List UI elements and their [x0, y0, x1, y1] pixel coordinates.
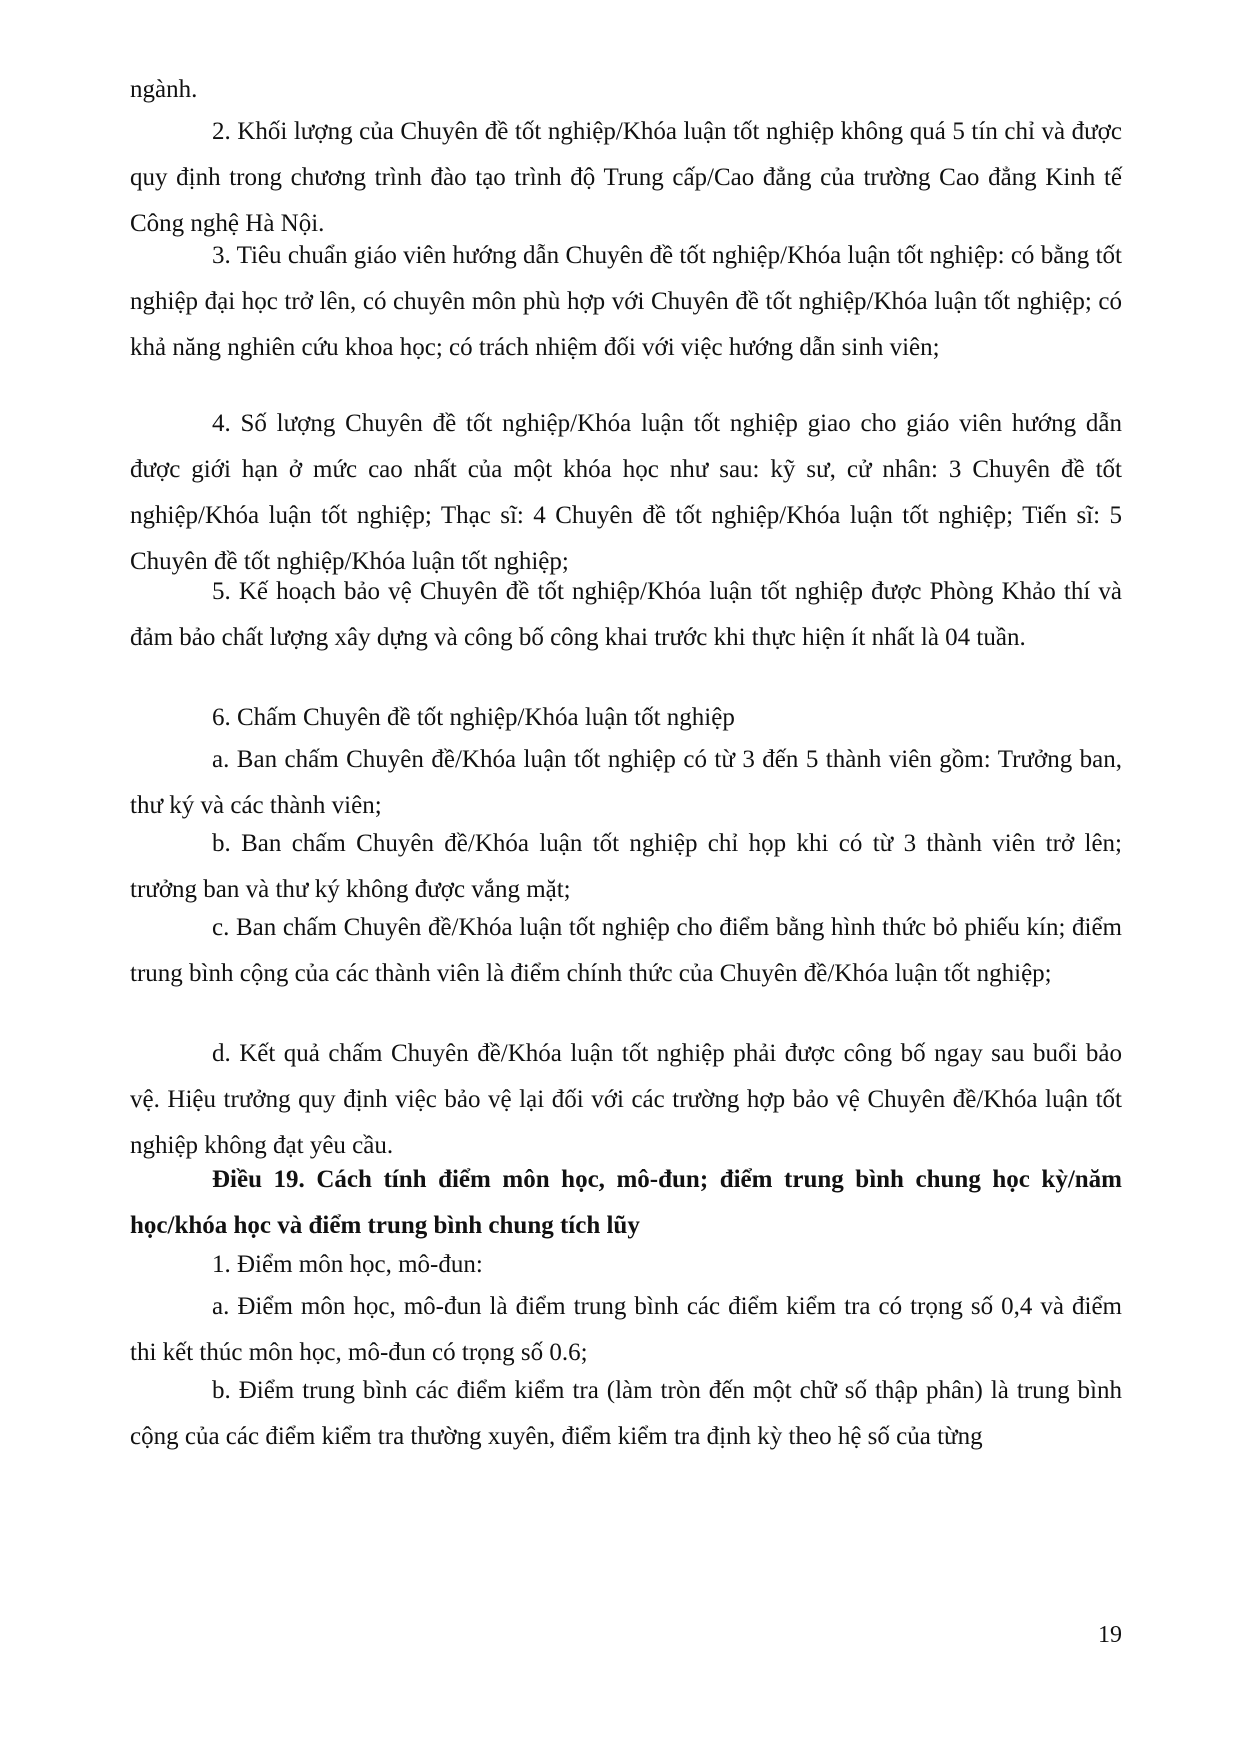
paragraph-item-4: 4. Số lượng Chuyên đề tốt nghiệp/Khóa luận tốt nghiệp giao cho giáo viên hướng dẫn được giới hạn ở mức cao nhất của một khóa học như sau: kỹ sư, cử nhân: 3 Chuyên đề tốt nghiệp/Khóa luận tốt nghiệp; Thạc sĩ: 4 Chuyên đề tốt nghiệp/Khóa luận tốt nghiệp; Tiến sĩ: 5 Chuyên đề tốt nghiệp/Khóa luận tốt nghiệp; — [130, 410, 1122, 575]
page-number: 19 — [1098, 1622, 1122, 1648]
paragraph-item-6d: d. Kết quả chấm Chuyên đề/Khóa luận tốt nghiệp phải được công bố ngay sau buổi bảo vệ. Hiệu trưởng quy định việc bảo vệ lại đối với các trường hợp bảo vệ Chuyên đề/Khóa luận tốt nghiệp không đạt yêu cầu. — [130, 1040, 1122, 1159]
paragraph-continuation: ngành. — [130, 76, 198, 103]
paragraph-item-3: 3. Tiêu chuẩn giáo viên hướng dẫn Chuyên đề tốt nghiệp/Khóa luận tốt nghiệp: có bằng tốt nghiệp đại học trở lên, có chuyên môn phù hợp với Chuyên đề tốt nghiệp/Khóa luận tốt nghiệp; có khả năng nghiên cứu khoa học; có trách nhiệm đối với việc hướng dẫn sinh viên; — [130, 242, 1122, 361]
paragraph-item-6c: c. Ban chấm Chuyên đề/Khóa luận tốt nghiệp cho điểm bằng hình thức bỏ phiếu kín; điểm trung bình cộng của các thành viên là điểm chính thức của Chuyên đề/Khóa luận tốt nghiệp; — [130, 914, 1122, 987]
paragraph-item-6b: b. Ban chấm Chuyên đề/Khóa luận tốt nghiệp chỉ họp khi có từ 3 thành viên trở lên; trưởng ban và thư ký không được vắng mặt; — [130, 830, 1122, 903]
paragraph-item-1: 1. Điểm môn học, mô-đun: — [212, 1251, 483, 1278]
paragraph-item-1b: b. Điểm trung bình các điểm kiểm tra (làm tròn đến một chữ số thập phân) là trung bình cộng của các điểm kiểm tra thường xuyên, điểm kiểm tra định kỳ theo hệ số của từng — [130, 1377, 1122, 1450]
article-heading: Điều 19. Cách tính điểm môn học, mô-đun; điểm trung bình chung học kỳ/năm học/khóa học và điểm trung bình chung tích lũy — [130, 1166, 1122, 1239]
paragraph-item-6: 6. Chấm Chuyên đề tốt nghiệp/Khóa luận tốt nghiệp — [212, 704, 735, 731]
paragraph-item-6a: a. Ban chấm Chuyên đề/Khóa luận tốt nghiệp có từ 3 đến 5 thành viên gồm: Trưởng ban, thư ký và các thành viên; — [130, 746, 1122, 819]
paragraph-item-1a: a. Điểm môn học, mô-đun là điểm trung bình các điểm kiểm tra có trọng số 0,4 và điểm thi kết thúc môn học, mô-đun có trọng số 0.6; — [130, 1293, 1122, 1366]
paragraph-item-5: 5. Kế hoạch bảo vệ Chuyên đề tốt nghiệp/Khóa luận tốt nghiệp được Phòng Khảo thí và đảm bảo chất lượng xây dựng và công bố công khai trước khi thực hiện ít nhất là 04 tuần. — [130, 578, 1122, 651]
paragraph-item-2: 2. Khối lượng của Chuyên đề tốt nghiệp/Khóa luận tốt nghiệp không quá 5 tín chỉ và được quy định trong chương trình đào tạo trình độ Trung cấp/Cao đẳng của trường Cao đẳng Kinh tế Công nghệ Hà Nội. — [130, 118, 1122, 237]
